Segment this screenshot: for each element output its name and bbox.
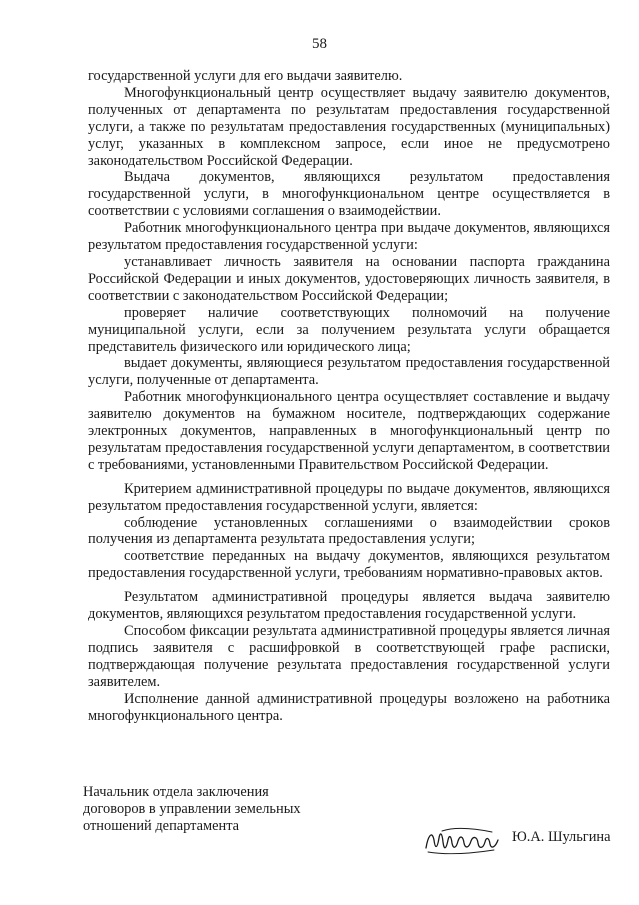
paragraph-7: выдает документы, являющиеся результатом предоставления государственной услуги, полученные от департамента. <box>88 355 610 389</box>
paragraph-12: Результатом административной процедуры является выдача заявителю документов, являющихся результатом предоставления государственной услуги. <box>88 589 610 623</box>
paragraph-13: Способом фиксации результата административной процедуры является личная подпись заявителя с расшифровкой в соответствующей графе расписки, подтверждающая получение результата предоставления государственной услуги заявителем. <box>88 623 610 690</box>
paragraph-2: Многофункциональный центр осуществляет выдачу заявителю документов, полученных от департамента по результатам предоставления государственной услуги, а также по результатам предоставления государственных (муниципальных) услуг, указанных в комплексном запросе, если иное не предусмотрено законодательством Российской Федерации. <box>88 84 610 169</box>
paragraph-10: соблюдение установленных соглашениями о взаимодействии сроков получения из департамента результата предоставления услуги; <box>88 514 610 548</box>
position-line-3: отношений департамента <box>83 818 240 834</box>
paragraph-9: Критерием административной процедуры по выдаче документов, являющихся результатом предоставления государственной услуги, является: <box>88 480 610 514</box>
signatory-name: Ю.А. Шульгина <box>512 829 611 845</box>
paragraph-1: государственной услуги для его выдачи заявителю. <box>88 68 403 84</box>
paragraph-6: проверяет наличие соответствующих полномочий на получение муниципальной услуги, если за получением результата услуги обращается представитель физического или юридического лица; <box>88 304 610 355</box>
paragraph-4: Работник многофункционального центра при выдаче документов, являющихся результатом предоставления государственной услуги: <box>88 220 610 254</box>
signatory-position <box>83 784 383 835</box>
document-body <box>88 68 610 724</box>
paragraph-14: Исполнение данной административной процедуры возложено на работника многофункционального центра. <box>88 690 610 724</box>
paragraph-5: устанавливает личность заявителя на основании паспорта гражданина Российской Федерации и иных документов, удостоверяющих личность заявителя, в соответствии с законодательством Российской Федерации; <box>88 253 610 304</box>
paragraph-3: Выдача документов, являющихся результатом предоставления государственной услуги, в многофункциональном центре осуществляется в соответствии с условиями соглашения о взаимодействии. <box>88 169 610 220</box>
paragraph-11: соответствие переданных на выдачу документов, являющихся результатом предоставления государственной услуги, требованиям нормативно-правовых актов. <box>88 548 610 582</box>
position-line-1: Начальник отдела заключения <box>83 784 269 800</box>
paragraph-8: Работник многофункционального центра осуществляет составление и выдачу заявителю документов на бумажном носителе, подтверждающих содержание электронных документов, направленных в многофункциональный центр по результатам предоставления государственной услуги департаментом, в соответствии с требованиями, установленными Правительством Российской Федерации. <box>88 389 610 473</box>
position-line-2: договоров в управлении земельных <box>83 801 301 817</box>
page-number: 58 <box>312 36 327 52</box>
handwritten-signature <box>422 822 504 860</box>
